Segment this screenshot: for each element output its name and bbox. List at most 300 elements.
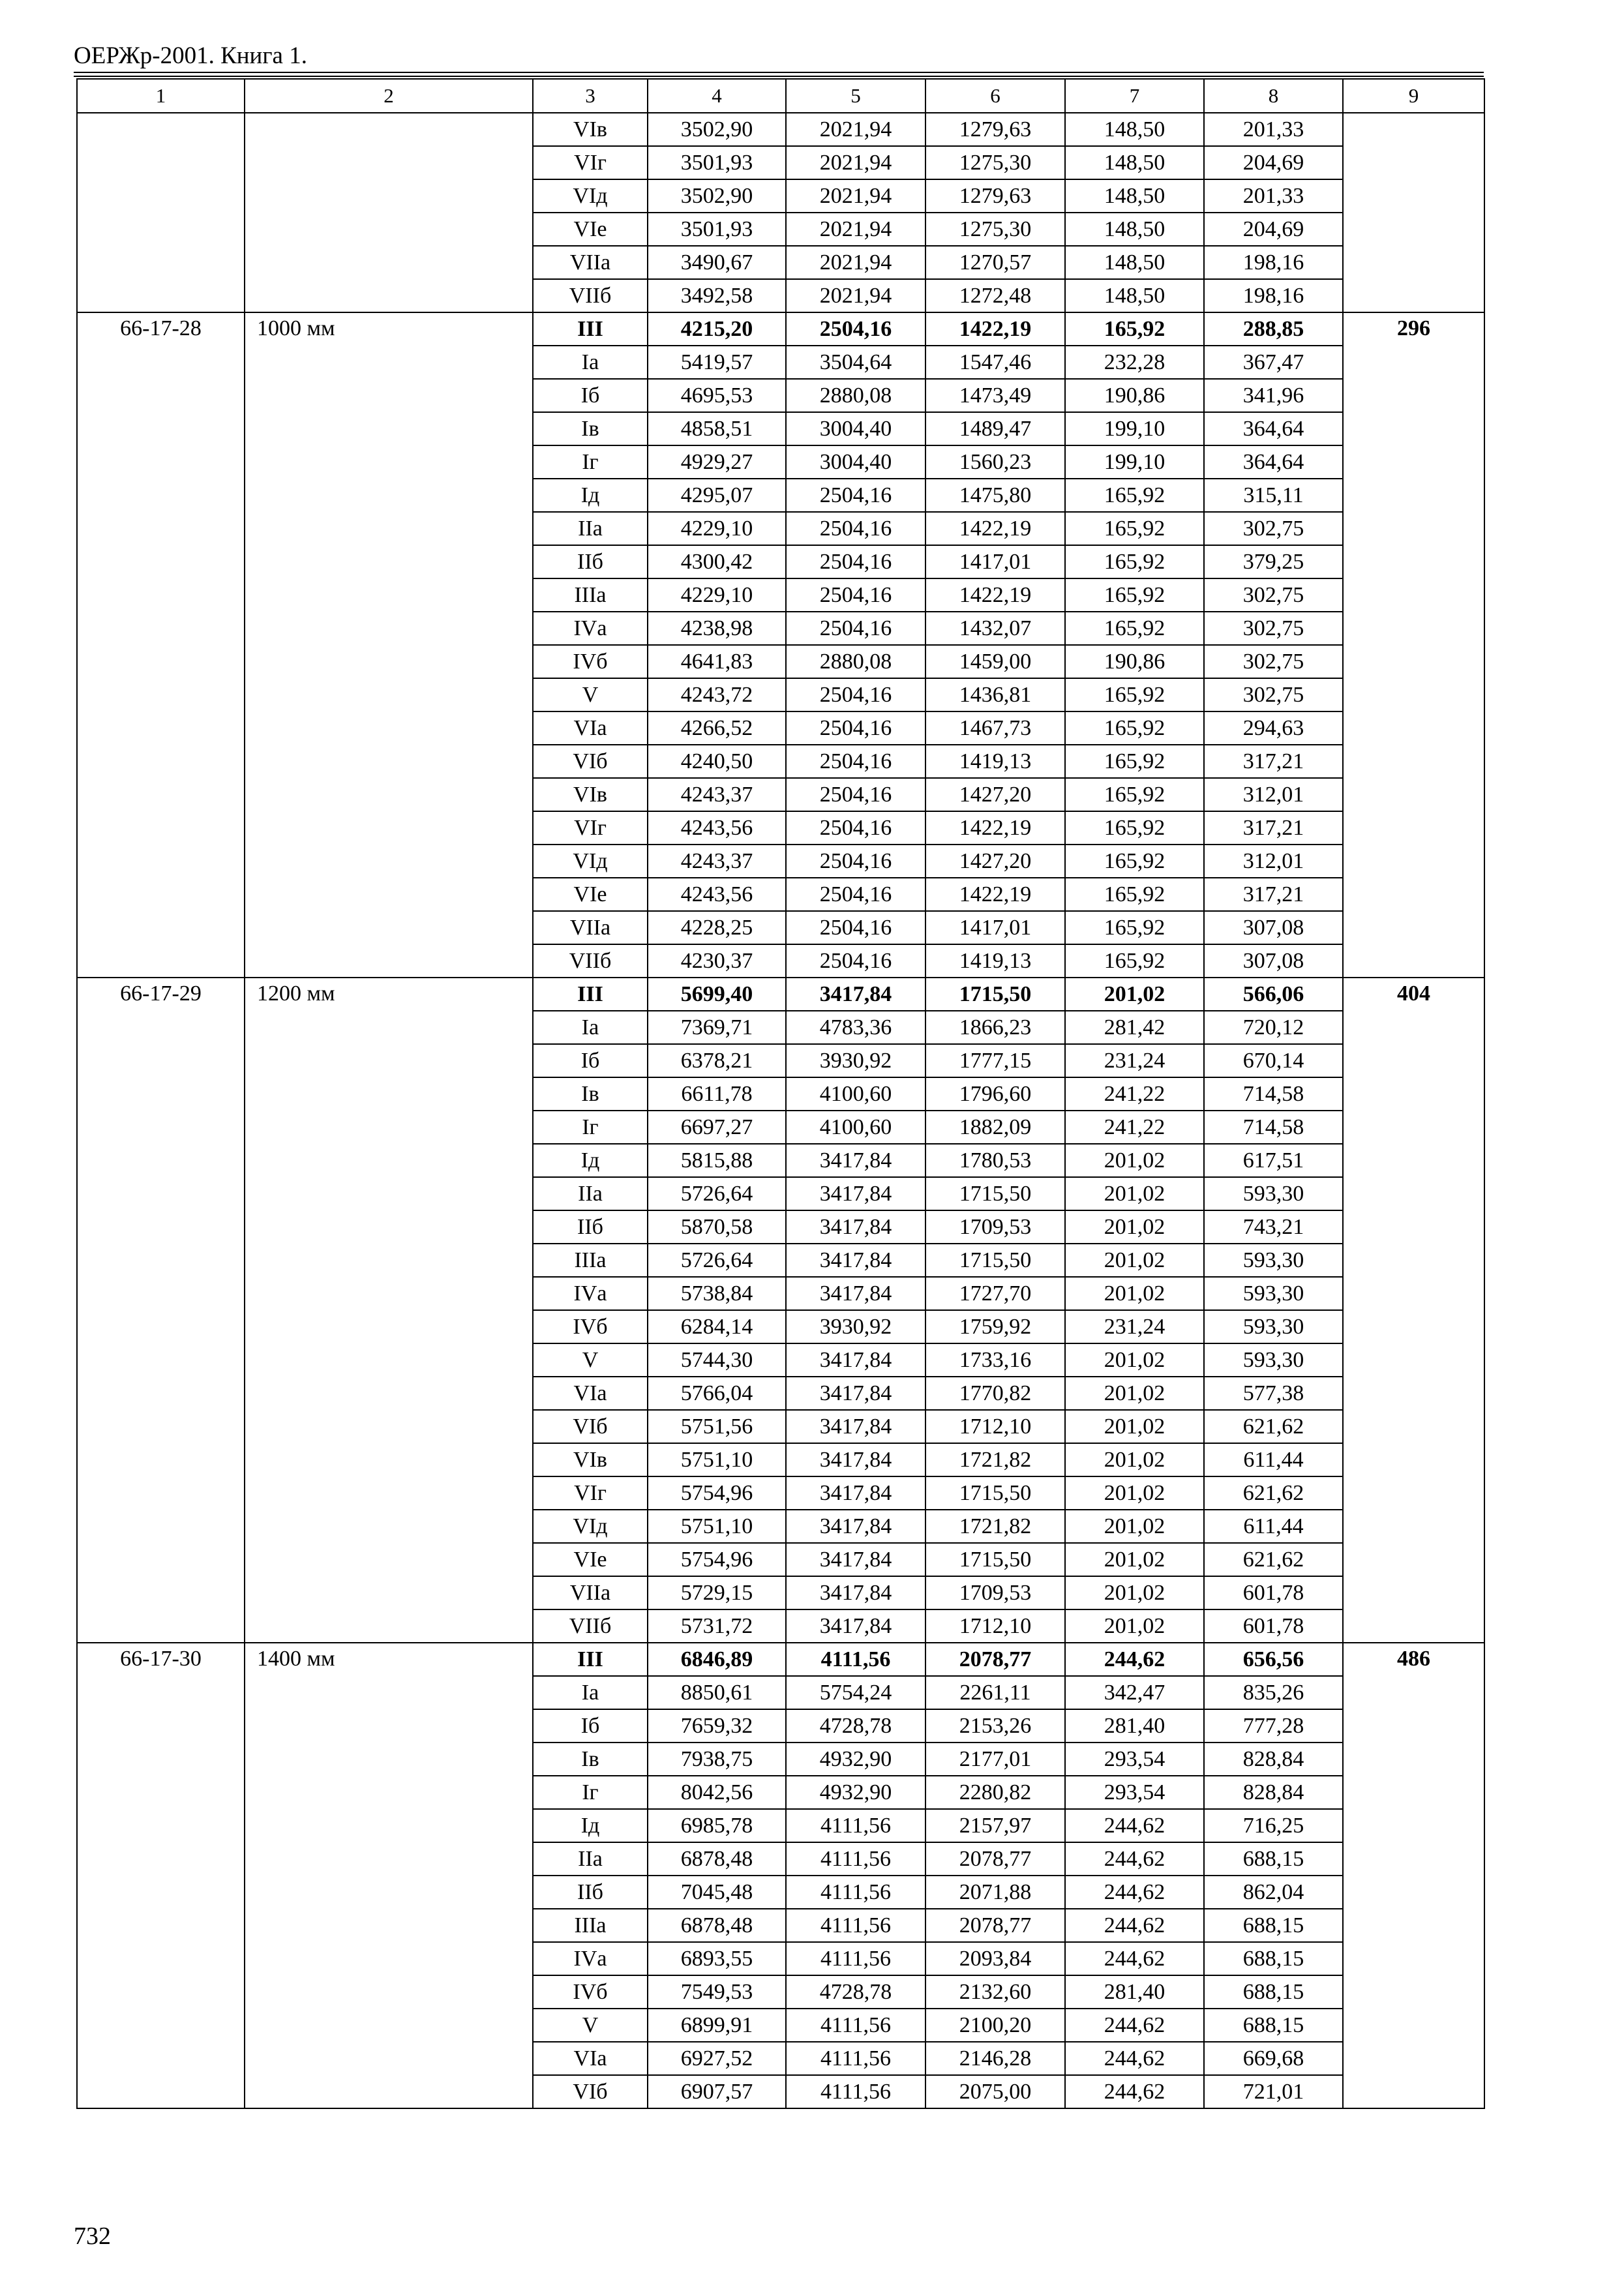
value-cell: 317,21 <box>1204 745 1343 778</box>
value-cell: 5729,15 <box>648 1576 786 1609</box>
value-cell: 4728,78 <box>786 1709 925 1743</box>
value-cell: 244,62 <box>1065 2009 1204 2042</box>
value-cell: 7549,53 <box>648 1975 786 2009</box>
value-cell: 7045,48 <box>648 1876 786 1909</box>
value-cell: 4229,10 <box>648 512 786 545</box>
value-cell: 3004,40 <box>786 445 925 479</box>
value-cell: 201,02 <box>1065 1543 1204 1576</box>
value-cell: 1275,30 <box>925 146 1065 179</box>
zone-cell: IIб <box>533 1210 648 1244</box>
value-cell: 2261,11 <box>925 1676 1065 1709</box>
value-cell: 828,84 <box>1204 1743 1343 1776</box>
value-cell: 6878,48 <box>648 1842 786 1876</box>
value-cell: 2504,16 <box>786 778 925 811</box>
value-cell: 828,84 <box>1204 1776 1343 1809</box>
value-cell: 621,62 <box>1204 1543 1343 1576</box>
zone-cell: VIд <box>533 1510 648 1543</box>
zone-cell: Iб <box>533 379 648 412</box>
value-cell: 1279,63 <box>925 179 1065 213</box>
value-cell: 3417,84 <box>786 1343 925 1377</box>
value-cell: 3417,84 <box>786 1244 925 1277</box>
value-cell: 201,02 <box>1065 1343 1204 1377</box>
value-cell: 3417,84 <box>786 1277 925 1310</box>
value-cell: 721,01 <box>1204 2075 1343 2108</box>
value-cell: 165,92 <box>1065 944 1204 978</box>
value-cell: 1427,20 <box>925 778 1065 811</box>
value-cell: 3417,84 <box>786 1543 925 1576</box>
value-cell: 5870,58 <box>648 1210 786 1244</box>
value-cell: 244,62 <box>1065 2042 1204 2075</box>
value-cell: 3417,84 <box>786 1510 925 1543</box>
column-number: 3 <box>533 79 648 113</box>
value-cell: 6907,57 <box>648 2075 786 2108</box>
value-cell: 201,02 <box>1065 1210 1204 1244</box>
value-cell: 315,11 <box>1204 479 1343 512</box>
value-cell: 199,10 <box>1065 412 1204 445</box>
value-cell: 190,86 <box>1065 645 1204 678</box>
zone-cell: VIг <box>533 1476 648 1510</box>
value-cell: 1715,50 <box>925 978 1065 1011</box>
value-cell: 1777,15 <box>925 1044 1065 1077</box>
zone-cell: VIб <box>533 2075 648 2108</box>
zone-cell: Iг <box>533 445 648 479</box>
zone-cell: VIг <box>533 146 648 179</box>
value-cell: 1417,01 <box>925 911 1065 944</box>
value-cell: 4100,60 <box>786 1111 925 1144</box>
value-cell: 241,22 <box>1065 1111 1204 1144</box>
value-cell: 244,62 <box>1065 2075 1204 2108</box>
value-cell: 312,01 <box>1204 845 1343 878</box>
value-cell: 4111,56 <box>786 1842 925 1876</box>
value-cell: 1272,48 <box>925 279 1065 312</box>
value-cell: 3417,84 <box>786 1377 925 1410</box>
value-cell: 593,30 <box>1204 1343 1343 1377</box>
value-cell: 3004,40 <box>786 412 925 445</box>
zone-cell: IIа <box>533 1177 648 1210</box>
value-cell: 7659,32 <box>648 1709 786 1743</box>
value-cell: 1459,00 <box>925 645 1065 678</box>
value-cell: 165,92 <box>1065 312 1204 346</box>
value-cell: 302,75 <box>1204 678 1343 711</box>
value-cell: 244,62 <box>1065 1942 1204 1975</box>
value-cell: 6893,55 <box>648 1942 786 1975</box>
value-cell: 4243,56 <box>648 811 786 845</box>
value-cell: 4100,60 <box>786 1077 925 1111</box>
value-cell: 3417,84 <box>786 1177 925 1210</box>
value-cell: 5751,56 <box>648 1410 786 1443</box>
column-number: 1 <box>77 79 245 113</box>
value-cell: 198,16 <box>1204 246 1343 279</box>
value-cell: 244,62 <box>1065 1909 1204 1942</box>
value-cell: 656,56 <box>1204 1643 1343 1676</box>
value-cell: 4932,90 <box>786 1743 925 1776</box>
value-cell: 688,15 <box>1204 1842 1343 1876</box>
value-cell: 201,33 <box>1204 179 1343 213</box>
value-cell: 204,69 <box>1204 146 1343 179</box>
zone-cell: IVб <box>533 1975 648 2009</box>
value-cell: 201,02 <box>1065 1476 1204 1510</box>
total-cell: 296 <box>1343 312 1484 978</box>
value-cell: 201,02 <box>1065 978 1204 1011</box>
value-cell: 302,75 <box>1204 578 1343 612</box>
value-cell: 8850,61 <box>648 1676 786 1709</box>
value-cell: 716,25 <box>1204 1809 1343 1842</box>
zone-cell: Iв <box>533 412 648 445</box>
value-cell: 670,14 <box>1204 1044 1343 1077</box>
value-cell: 2078,77 <box>925 1909 1065 1942</box>
value-cell: 2880,08 <box>786 379 925 412</box>
value-cell: 244,62 <box>1065 1842 1204 1876</box>
value-cell: 6878,48 <box>648 1909 786 1942</box>
value-cell: 6697,27 <box>648 1111 786 1144</box>
value-cell: 3417,84 <box>786 1210 925 1244</box>
zone-cell: Iг <box>533 1776 648 1809</box>
total-cell: 404 <box>1343 978 1484 1643</box>
value-cell: 302,75 <box>1204 612 1343 645</box>
zone-cell: V <box>533 678 648 711</box>
zone-cell: Iд <box>533 1144 648 1177</box>
value-cell: 281,40 <box>1065 1975 1204 2009</box>
zone-cell: IVа <box>533 1942 648 1975</box>
value-cell: 204,69 <box>1204 213 1343 246</box>
value-cell: 4266,52 <box>648 711 786 745</box>
value-cell: 2504,16 <box>786 811 925 845</box>
zone-cell: VIIб <box>533 279 648 312</box>
value-cell: 2100,20 <box>925 2009 1065 2042</box>
zone-cell: Iб <box>533 1044 648 1077</box>
value-cell: 3502,90 <box>648 179 786 213</box>
value-cell: 231,24 <box>1065 1044 1204 1077</box>
value-cell: 2021,94 <box>786 213 925 246</box>
value-cell: 1712,10 <box>925 1609 1065 1643</box>
header-rule <box>74 72 1484 77</box>
zone-cell: IIб <box>533 545 648 578</box>
value-cell: 241,22 <box>1065 1077 1204 1111</box>
value-cell: 4858,51 <box>648 412 786 445</box>
value-cell: 317,21 <box>1204 811 1343 845</box>
rate-name <box>245 113 533 312</box>
zone-cell: VIIа <box>533 1576 648 1609</box>
value-cell: 4111,56 <box>786 2075 925 2108</box>
value-cell: 6846,89 <box>648 1643 786 1676</box>
value-cell: 201,33 <box>1204 113 1343 146</box>
zone-cell: IIIа <box>533 1244 648 1277</box>
value-cell: 364,64 <box>1204 412 1343 445</box>
value-cell: 1422,19 <box>925 878 1065 911</box>
rate-code <box>77 113 245 312</box>
value-cell: 302,75 <box>1204 512 1343 545</box>
value-cell: 6985,78 <box>648 1809 786 1842</box>
value-cell: 244,62 <box>1065 1809 1204 1842</box>
value-cell: 201,02 <box>1065 1377 1204 1410</box>
value-cell: 4243,37 <box>648 778 786 811</box>
value-cell: 4228,25 <box>648 911 786 944</box>
zone-cell: IIIа <box>533 578 648 612</box>
value-cell: 1419,13 <box>925 745 1065 778</box>
value-cell: 1419,13 <box>925 944 1065 978</box>
value-cell: 4695,53 <box>648 379 786 412</box>
value-cell: 281,42 <box>1065 1011 1204 1044</box>
value-cell: 7369,71 <box>648 1011 786 1044</box>
value-cell: 148,50 <box>1065 246 1204 279</box>
value-cell: 2504,16 <box>786 878 925 911</box>
value-cell: 3504,64 <box>786 346 925 379</box>
zone-cell: VIб <box>533 745 648 778</box>
value-cell: 1270,57 <box>925 246 1065 279</box>
value-cell: 1417,01 <box>925 545 1065 578</box>
value-cell: 2504,16 <box>786 845 925 878</box>
value-cell: 2132,60 <box>925 1975 1065 2009</box>
value-cell: 2078,77 <box>925 1643 1065 1676</box>
value-cell: 341,96 <box>1204 379 1343 412</box>
value-cell: 5815,88 <box>648 1144 786 1177</box>
value-cell: 2504,16 <box>786 545 925 578</box>
value-cell: 190,86 <box>1065 379 1204 412</box>
zone-cell: IVа <box>533 612 648 645</box>
value-cell: 1475,80 <box>925 479 1065 512</box>
zone-cell: IVб <box>533 645 648 678</box>
value-cell: 201,02 <box>1065 1244 1204 1277</box>
value-cell: 302,75 <box>1204 645 1343 678</box>
zone-cell: Iб <box>533 1709 648 1743</box>
zone-cell: VIб <box>533 1410 648 1443</box>
column-number: 9 <box>1343 79 1484 113</box>
value-cell: 2021,94 <box>786 279 925 312</box>
value-cell: 714,58 <box>1204 1111 1343 1144</box>
value-cell: 2504,16 <box>786 944 925 978</box>
value-cell: 611,44 <box>1204 1510 1343 1543</box>
value-cell: 5731,72 <box>648 1609 786 1643</box>
value-cell: 165,92 <box>1065 811 1204 845</box>
value-cell: 148,50 <box>1065 213 1204 246</box>
value-cell: 688,15 <box>1204 1942 1343 1975</box>
value-cell: 148,50 <box>1065 146 1204 179</box>
value-cell: 3417,84 <box>786 1609 925 1643</box>
value-cell: 2078,77 <box>925 1842 1065 1876</box>
value-cell: 165,92 <box>1065 911 1204 944</box>
value-cell: 1715,50 <box>925 1543 1065 1576</box>
value-cell: 201,02 <box>1065 1410 1204 1443</box>
zone-cell: VIе <box>533 1543 648 1576</box>
value-cell: 6899,91 <box>648 2009 786 2042</box>
value-cell: 7938,75 <box>648 1743 786 1776</box>
value-cell: 5699,40 <box>648 978 786 1011</box>
column-number-row <box>77 79 1484 113</box>
zone-cell: IVа <box>533 1277 648 1310</box>
value-cell: 3417,84 <box>786 978 925 1011</box>
value-cell: 294,63 <box>1204 711 1343 745</box>
value-cell: 593,30 <box>1204 1177 1343 1210</box>
value-cell: 1275,30 <box>925 213 1065 246</box>
value-cell: 307,08 <box>1204 944 1343 978</box>
value-cell: 201,02 <box>1065 1144 1204 1177</box>
value-cell: 3492,58 <box>648 279 786 312</box>
zone-cell: Iд <box>533 1809 648 1842</box>
zone-cell: VIг <box>533 811 648 845</box>
value-cell: 1560,23 <box>925 445 1065 479</box>
value-cell: 3501,93 <box>648 213 786 246</box>
value-cell: 2021,94 <box>786 179 925 213</box>
value-cell: 5419,57 <box>648 346 786 379</box>
zone-cell: VIа <box>533 1377 648 1410</box>
zone-cell: IIа <box>533 1842 648 1876</box>
value-cell: 201,02 <box>1065 1443 1204 1476</box>
value-cell: 566,06 <box>1204 978 1343 1011</box>
value-cell: 1715,50 <box>925 1244 1065 1277</box>
value-cell: 593,30 <box>1204 1277 1343 1310</box>
value-cell: 232,28 <box>1065 346 1204 379</box>
value-cell: 165,92 <box>1065 578 1204 612</box>
value-cell: 688,15 <box>1204 1909 1343 1942</box>
zone-cell: Iв <box>533 1077 648 1111</box>
value-cell: 4229,10 <box>648 578 786 612</box>
value-cell: 165,92 <box>1065 612 1204 645</box>
table-body <box>77 79 1484 2108</box>
value-cell: 3930,92 <box>786 1044 925 1077</box>
value-cell: 688,15 <box>1204 1975 1343 2009</box>
value-cell: 342,47 <box>1065 1676 1204 1709</box>
value-cell: 3490,67 <box>648 246 786 279</box>
value-cell: 577,38 <box>1204 1377 1343 1410</box>
zone-cell: V <box>533 2009 648 2042</box>
value-cell: 3502,90 <box>648 113 786 146</box>
column-number: 6 <box>925 79 1065 113</box>
column-number: 8 <box>1204 79 1343 113</box>
value-cell: 2153,26 <box>925 1709 1065 1743</box>
value-cell: 593,30 <box>1204 1244 1343 1277</box>
value-cell: 2504,16 <box>786 312 925 346</box>
rate-code: 66-17-29 <box>77 978 245 1643</box>
value-cell: 5744,30 <box>648 1343 786 1377</box>
value-cell: 621,62 <box>1204 1476 1343 1510</box>
column-number: 7 <box>1065 79 1204 113</box>
zone-cell: VIв <box>533 1443 648 1476</box>
value-cell: 367,47 <box>1204 346 1343 379</box>
zone-cell: IVб <box>533 1310 648 1343</box>
value-cell: 1770,82 <box>925 1377 1065 1410</box>
value-cell: 2504,16 <box>786 578 925 612</box>
value-cell: 5754,24 <box>786 1676 925 1709</box>
value-cell: 199,10 <box>1065 445 1204 479</box>
value-cell: 4111,56 <box>786 1942 925 1975</box>
total-cell: 486 <box>1343 1643 1484 2108</box>
value-cell: 1709,53 <box>925 1210 1065 1244</box>
value-cell: 1733,16 <box>925 1343 1065 1377</box>
value-cell: 3417,84 <box>786 1476 925 1510</box>
value-cell: 4111,56 <box>786 2042 925 2075</box>
value-cell: 669,68 <box>1204 2042 1343 2075</box>
total-cell <box>1343 113 1484 312</box>
value-cell: 4728,78 <box>786 1975 925 2009</box>
value-cell: 1721,82 <box>925 1443 1065 1476</box>
value-cell: 593,30 <box>1204 1310 1343 1343</box>
value-cell: 688,15 <box>1204 2009 1343 2042</box>
value-cell: 165,92 <box>1065 512 1204 545</box>
table-row <box>77 312 1484 346</box>
value-cell: 2071,88 <box>925 1876 1065 1909</box>
rate-name: 1000 мм <box>245 312 533 978</box>
value-cell: 5726,64 <box>648 1177 786 1210</box>
value-cell: 743,21 <box>1204 1210 1343 1244</box>
value-cell: 4111,56 <box>786 1909 925 1942</box>
value-cell: 5754,96 <box>648 1543 786 1576</box>
value-cell: 6378,21 <box>648 1044 786 1077</box>
value-cell: 617,51 <box>1204 1144 1343 1177</box>
value-cell: 1709,53 <box>925 1576 1065 1609</box>
value-cell: 5738,84 <box>648 1277 786 1310</box>
price-table <box>76 78 1485 2109</box>
value-cell: 3501,93 <box>648 146 786 179</box>
value-cell: 312,01 <box>1204 778 1343 811</box>
value-cell: 1721,82 <box>925 1510 1065 1543</box>
zone-cell: IIа <box>533 512 648 545</box>
column-number: 4 <box>648 79 786 113</box>
value-cell: 201,02 <box>1065 1177 1204 1210</box>
zone-cell: Iд <box>533 479 648 512</box>
column-number: 5 <box>786 79 925 113</box>
value-cell: 4641,83 <box>648 645 786 678</box>
value-cell: 5751,10 <box>648 1443 786 1476</box>
value-cell: 165,92 <box>1065 711 1204 745</box>
value-cell: 148,50 <box>1065 179 1204 213</box>
value-cell: 1279,63 <box>925 113 1065 146</box>
value-cell: 364,64 <box>1204 445 1343 479</box>
zone-cell: VIа <box>533 711 648 745</box>
value-cell: 201,02 <box>1065 1510 1204 1543</box>
value-cell: 3417,84 <box>786 1443 925 1476</box>
value-cell: 379,25 <box>1204 545 1343 578</box>
zone-cell: III <box>533 978 648 1011</box>
table-row <box>77 1643 1484 1676</box>
value-cell: 4300,42 <box>648 545 786 578</box>
zone-cell: VIе <box>533 213 648 246</box>
value-cell: 777,28 <box>1204 1709 1343 1743</box>
zone-cell: VIд <box>533 845 648 878</box>
column-number: 2 <box>245 79 533 113</box>
value-cell: 2504,16 <box>786 745 925 778</box>
value-cell: 835,26 <box>1204 1676 1343 1709</box>
zone-cell: VIIб <box>533 1609 648 1643</box>
value-cell: 1727,70 <box>925 1277 1065 1310</box>
value-cell: 165,92 <box>1065 778 1204 811</box>
value-cell: 231,24 <box>1065 1310 1204 1343</box>
value-cell: 3417,84 <box>786 1410 925 1443</box>
value-cell: 4783,36 <box>786 1011 925 1044</box>
value-cell: 2075,00 <box>925 2075 1065 2108</box>
value-cell: 5754,96 <box>648 1476 786 1510</box>
value-cell: 307,08 <box>1204 911 1343 944</box>
value-cell: 1547,46 <box>925 346 1065 379</box>
value-cell: 1422,19 <box>925 578 1065 612</box>
value-cell: 2157,97 <box>925 1809 1065 1842</box>
page-header: ОЕРЖр-2001. Книга 1. <box>74 42 307 69</box>
zone-cell: VIIа <box>533 246 648 279</box>
zone-cell: Iа <box>533 346 648 379</box>
zone-cell: VIд <box>533 179 648 213</box>
value-cell: 601,78 <box>1204 1576 1343 1609</box>
zone-cell: IIIа <box>533 1909 648 1942</box>
page-number: 732 <box>74 2222 111 2250</box>
value-cell: 4230,37 <box>648 944 786 978</box>
zone-cell: Iв <box>533 1743 648 1776</box>
value-cell: 1432,07 <box>925 612 1065 645</box>
value-cell: 165,92 <box>1065 745 1204 778</box>
value-cell: 2021,94 <box>786 113 925 146</box>
value-cell: 2504,16 <box>786 512 925 545</box>
value-cell: 1422,19 <box>925 811 1065 845</box>
value-cell: 4240,50 <box>648 745 786 778</box>
value-cell: 3417,84 <box>786 1144 925 1177</box>
